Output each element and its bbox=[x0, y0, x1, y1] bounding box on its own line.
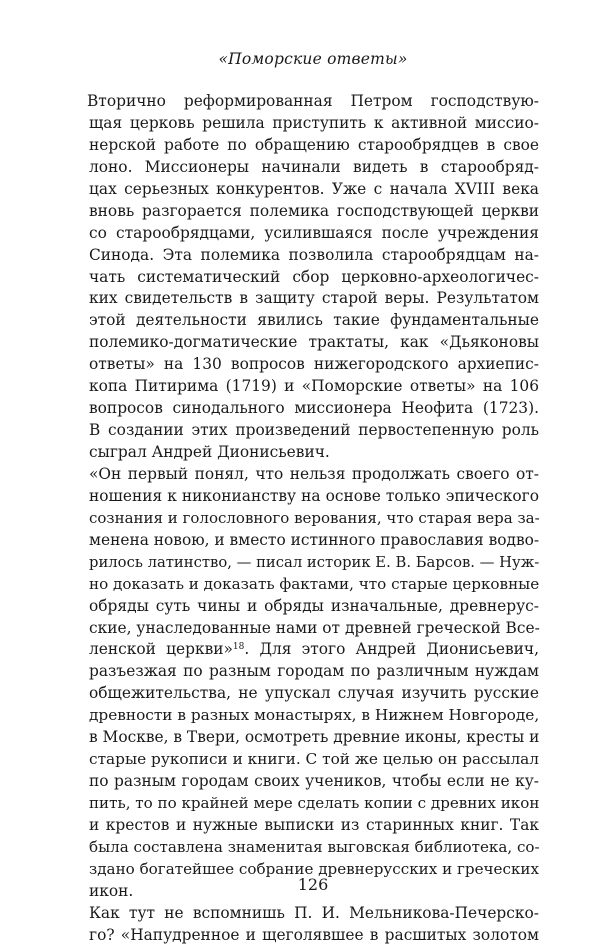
text-line: рилось латинство, — писал историк Е. В. Барсов. — Нуж- bbox=[89, 553, 540, 571]
text-line: пить, то по крайней мере сделать копии с древних икон bbox=[89, 794, 540, 812]
text-segment: . Для этого Андрей Дионисьевич, bbox=[244, 640, 539, 659]
text-line: но доказать и доказать фактами, что старые церковные bbox=[89, 574, 540, 593]
text-line: В создании этих произведений первостепенную роль bbox=[89, 421, 539, 440]
text-line: по разным городам своих учеников, чтобы если не ку- bbox=[89, 772, 539, 791]
text-line: в Москве, в Твери, осмотреть древние иконы, кресты и bbox=[89, 728, 540, 747]
running-title: «Поморские ответы» bbox=[218, 50, 408, 68]
text-segment: ленской церкви» bbox=[89, 640, 233, 659]
text-line: общежительства, не упускал случая изучить русские bbox=[89, 684, 539, 703]
text-line: вопросов синодального миссионера Неофита (1723). bbox=[89, 399, 539, 418]
text-line: со старообрядцами, усилившаяся после учреждения bbox=[89, 223, 539, 242]
text-line: менена новою, и вместо истинного православия водво- bbox=[89, 530, 540, 549]
text-line: была составлена знаменитая выговская библиотека, со- bbox=[89, 837, 540, 856]
text-line: Как тут не вспомнишь П. И. Мельникова-Печерско- bbox=[89, 903, 539, 922]
text-line: этой деятельности явились такие фундаментальные bbox=[89, 311, 539, 330]
text-line: Синода. Эта полемика позволила старообрядцам на- bbox=[89, 245, 539, 264]
body-text bbox=[87, 91, 539, 947]
book-page bbox=[87, 0, 539, 950]
text-line: ские, унаследованные нами от древней греческой Всe- bbox=[89, 618, 540, 637]
text-line: икон. bbox=[89, 881, 134, 900]
text-line: ответы» на 130 вопросов нижегородского архиепис- bbox=[89, 355, 539, 374]
text-line: ношения к никонианству на основе только эпического bbox=[89, 486, 539, 505]
text-line: разъезжая по разным городам по различным нуждам bbox=[89, 662, 539, 681]
text-line: полемико-догматические трактаты, как «Дьяконовы bbox=[89, 333, 539, 352]
text-line: «Он первый понял, что нельзя продолжать своего от- bbox=[89, 464, 539, 483]
text-line: го? «Напудренное и щеголявшее в расшитых золотом bbox=[89, 925, 539, 944]
text-line: здано богатейшее собрание древнерусских и греческих bbox=[89, 859, 540, 878]
text-line: вновь разгорается полемика господствующей церкви bbox=[89, 201, 539, 220]
text-line: Вторично реформированная Петром господствую- bbox=[87, 92, 539, 110]
text-line: древности в разных монастырях, в Нижнем Новгороде, bbox=[89, 706, 540, 725]
text-line: ких свидетельств в защиту старой веры. Результатом bbox=[89, 289, 539, 308]
text-line: щая церковь решила приступить к активной миссио- bbox=[89, 113, 539, 132]
page-number: 126 bbox=[297, 875, 329, 894]
text-line: лоно. Миссионеры начинали видеть в старообряд- bbox=[89, 157, 539, 176]
footnote-ref: 18 bbox=[232, 642, 245, 653]
text-line: старые рукописи и книги. С той же целью он рассылал bbox=[89, 750, 539, 769]
text-line: обряды суть чины и обряды изначальные, древнерус- bbox=[89, 596, 539, 615]
text-line: и крестов и нужные выписки из старинных книг. Так bbox=[89, 815, 539, 834]
text-line: чать систематический сбор церковно-археологичес- bbox=[89, 267, 539, 286]
text-line: сыграл Андрей Дионисьевич. bbox=[89, 443, 330, 461]
text-line: нерской работе по обращению старообрядцев в свое bbox=[89, 135, 539, 154]
text-line: копа Питирима (1719) и «Поморские ответы» на 106 bbox=[89, 377, 539, 396]
text-line: цах серьезных конкурентов. Уже с начала XVIII века bbox=[89, 179, 539, 198]
text-line-with-footnote bbox=[87, 639, 539, 661]
text-line: сознания и голословного верования, что старая вера за- bbox=[89, 508, 540, 527]
